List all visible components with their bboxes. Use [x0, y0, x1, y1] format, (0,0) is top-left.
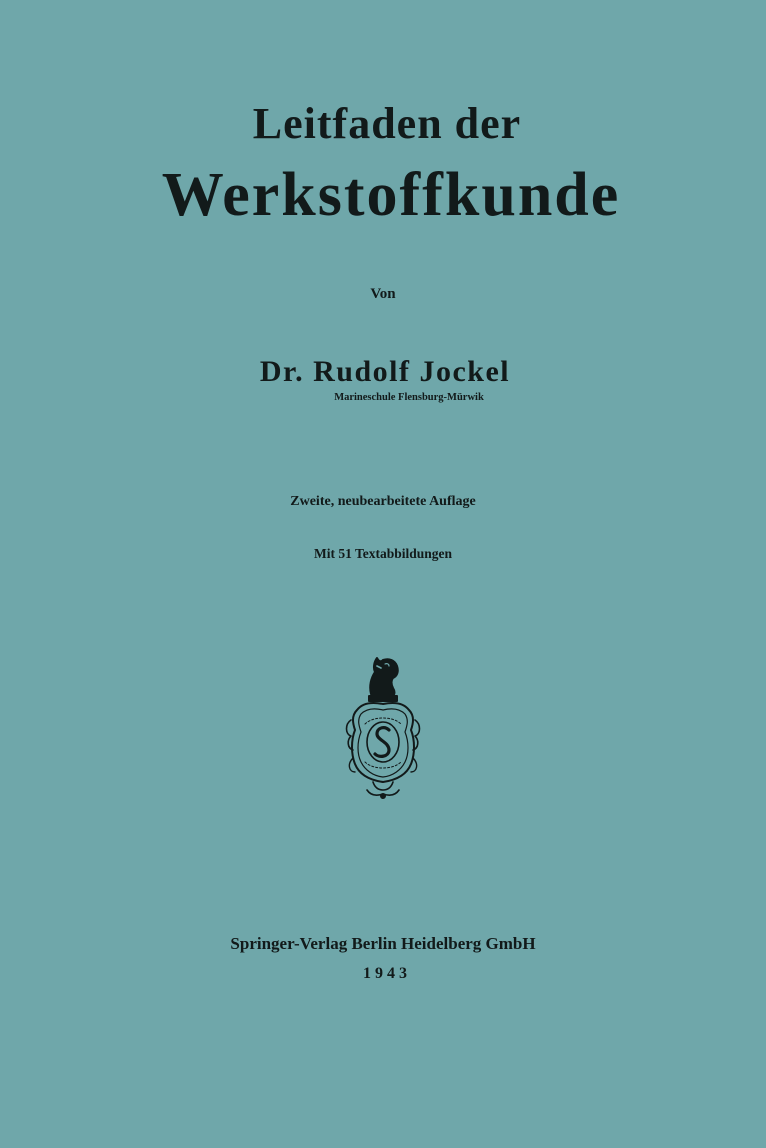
- by-line: Von: [370, 286, 396, 302]
- springer-chess-knight-logo-icon: [341, 650, 425, 800]
- publication-year: 1943: [363, 965, 411, 982]
- author-affiliation: Marineschule Flensburg-Mürwik: [334, 392, 484, 403]
- publisher-line: Springer-Verlag Berlin Heidelberg GmbH: [230, 934, 536, 953]
- illustrations-note: Mit 51 Textabbildungen: [313, 546, 453, 561]
- author-name: Dr. Rudolf Jockel: [259, 355, 511, 388]
- title-line-1: Leitfaden der: [252, 99, 522, 148]
- title-line-2: Werkstoffkunde: [161, 161, 621, 229]
- edition-note: Zweite, neubearbeitete Auflage: [290, 494, 476, 509]
